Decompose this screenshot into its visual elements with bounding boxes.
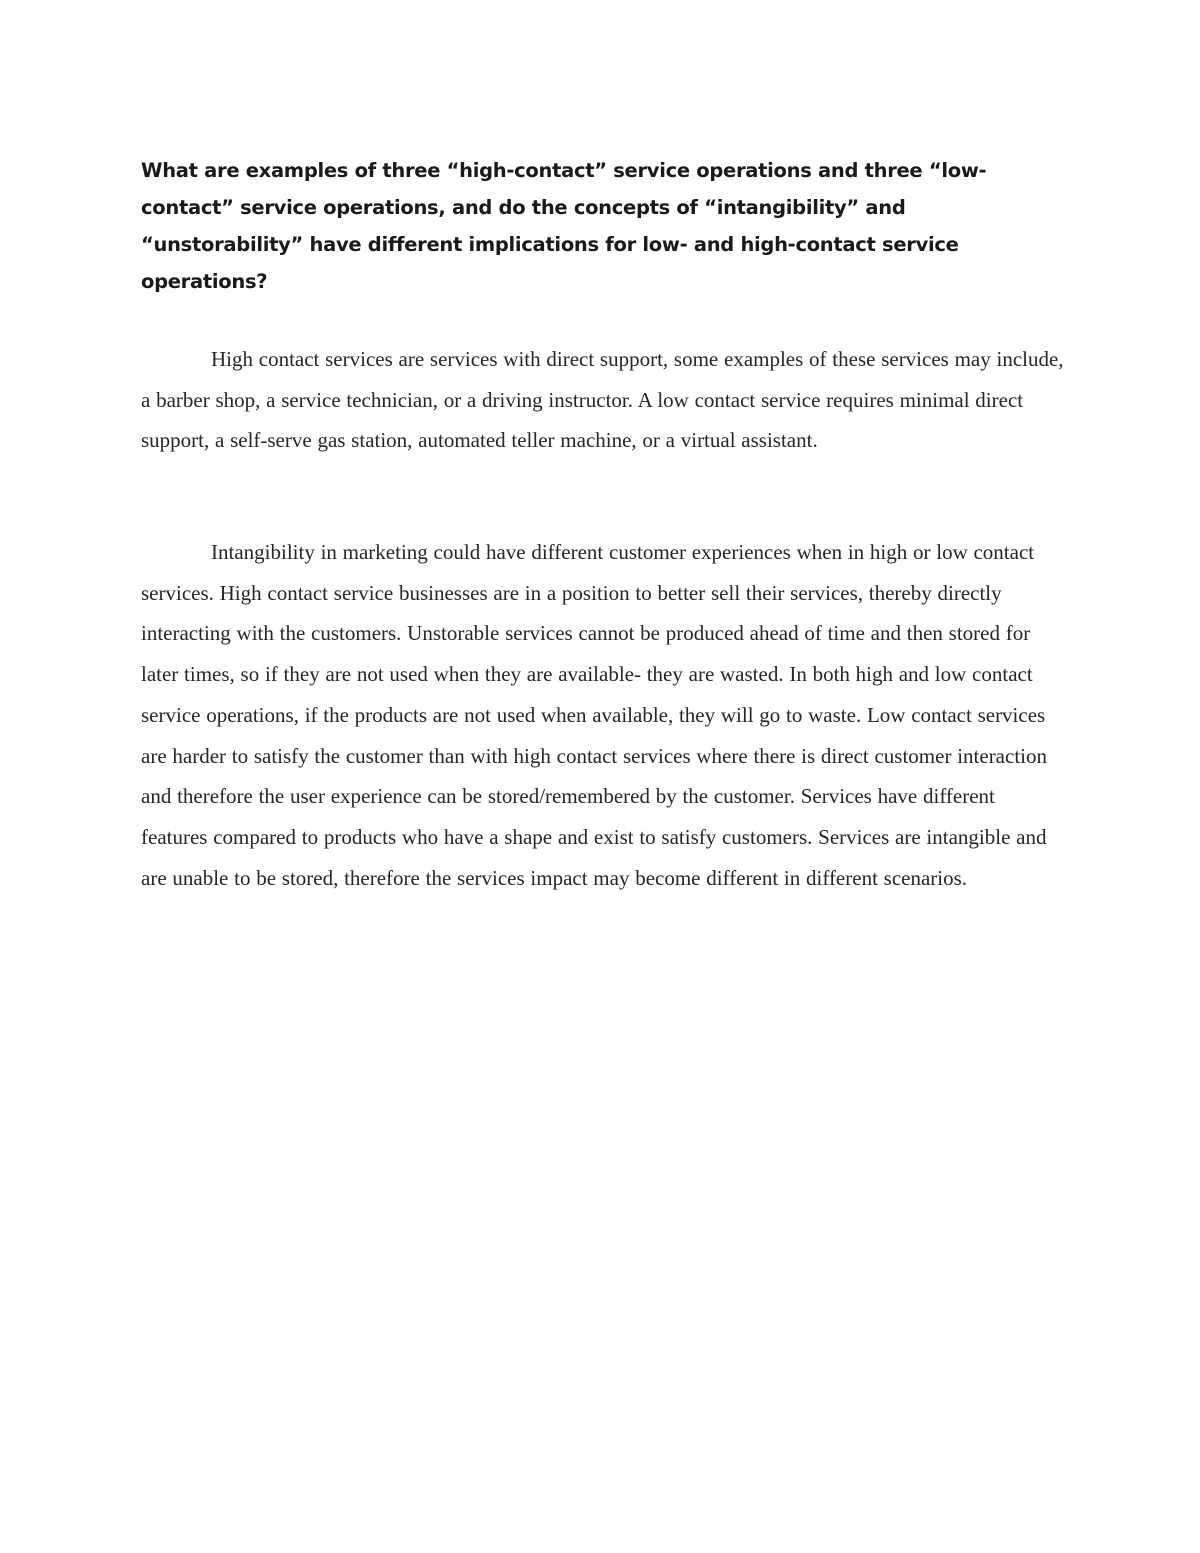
answer-paragraph-2: Intangibility in marketing could have different customer experiences when in high or low contact services. High contact service businesses are in a position to better sell their services, thereby directly interacting with the customers. Unstorable services cannot be produced ahead of time and then stored for later times, so if they are not used when they are available- they are wasted. In both high and low contact service operations, if the products are not used when available, they will go to waste. Low contact services are harder to satisfy the customer than with high contact services where there is direct customer interaction and therefore the user experience can be stored/remembered by the customer. Services have different features compared to products who have a shape and exist to satisfy customers. Services are intangible and are unable to be stored, therefore the services impact may become different in different scenarios. (141, 540, 1047, 890)
question-heading: What are examples of three “high-contact” service operations and three “low-contact” service operations, and do the concepts of “intangibility” and “unstorability” have different implications for low- and high-contact service operations? (141, 159, 987, 293)
answer-paragraph-1: High contact services are services with direct support, some examples of these services may include, a barber shop, a service technician, or a driving instructor. A low contact service requires minimal direct support, a self-serve gas station, automated teller machine, or a virtual assistant. (141, 347, 1064, 453)
